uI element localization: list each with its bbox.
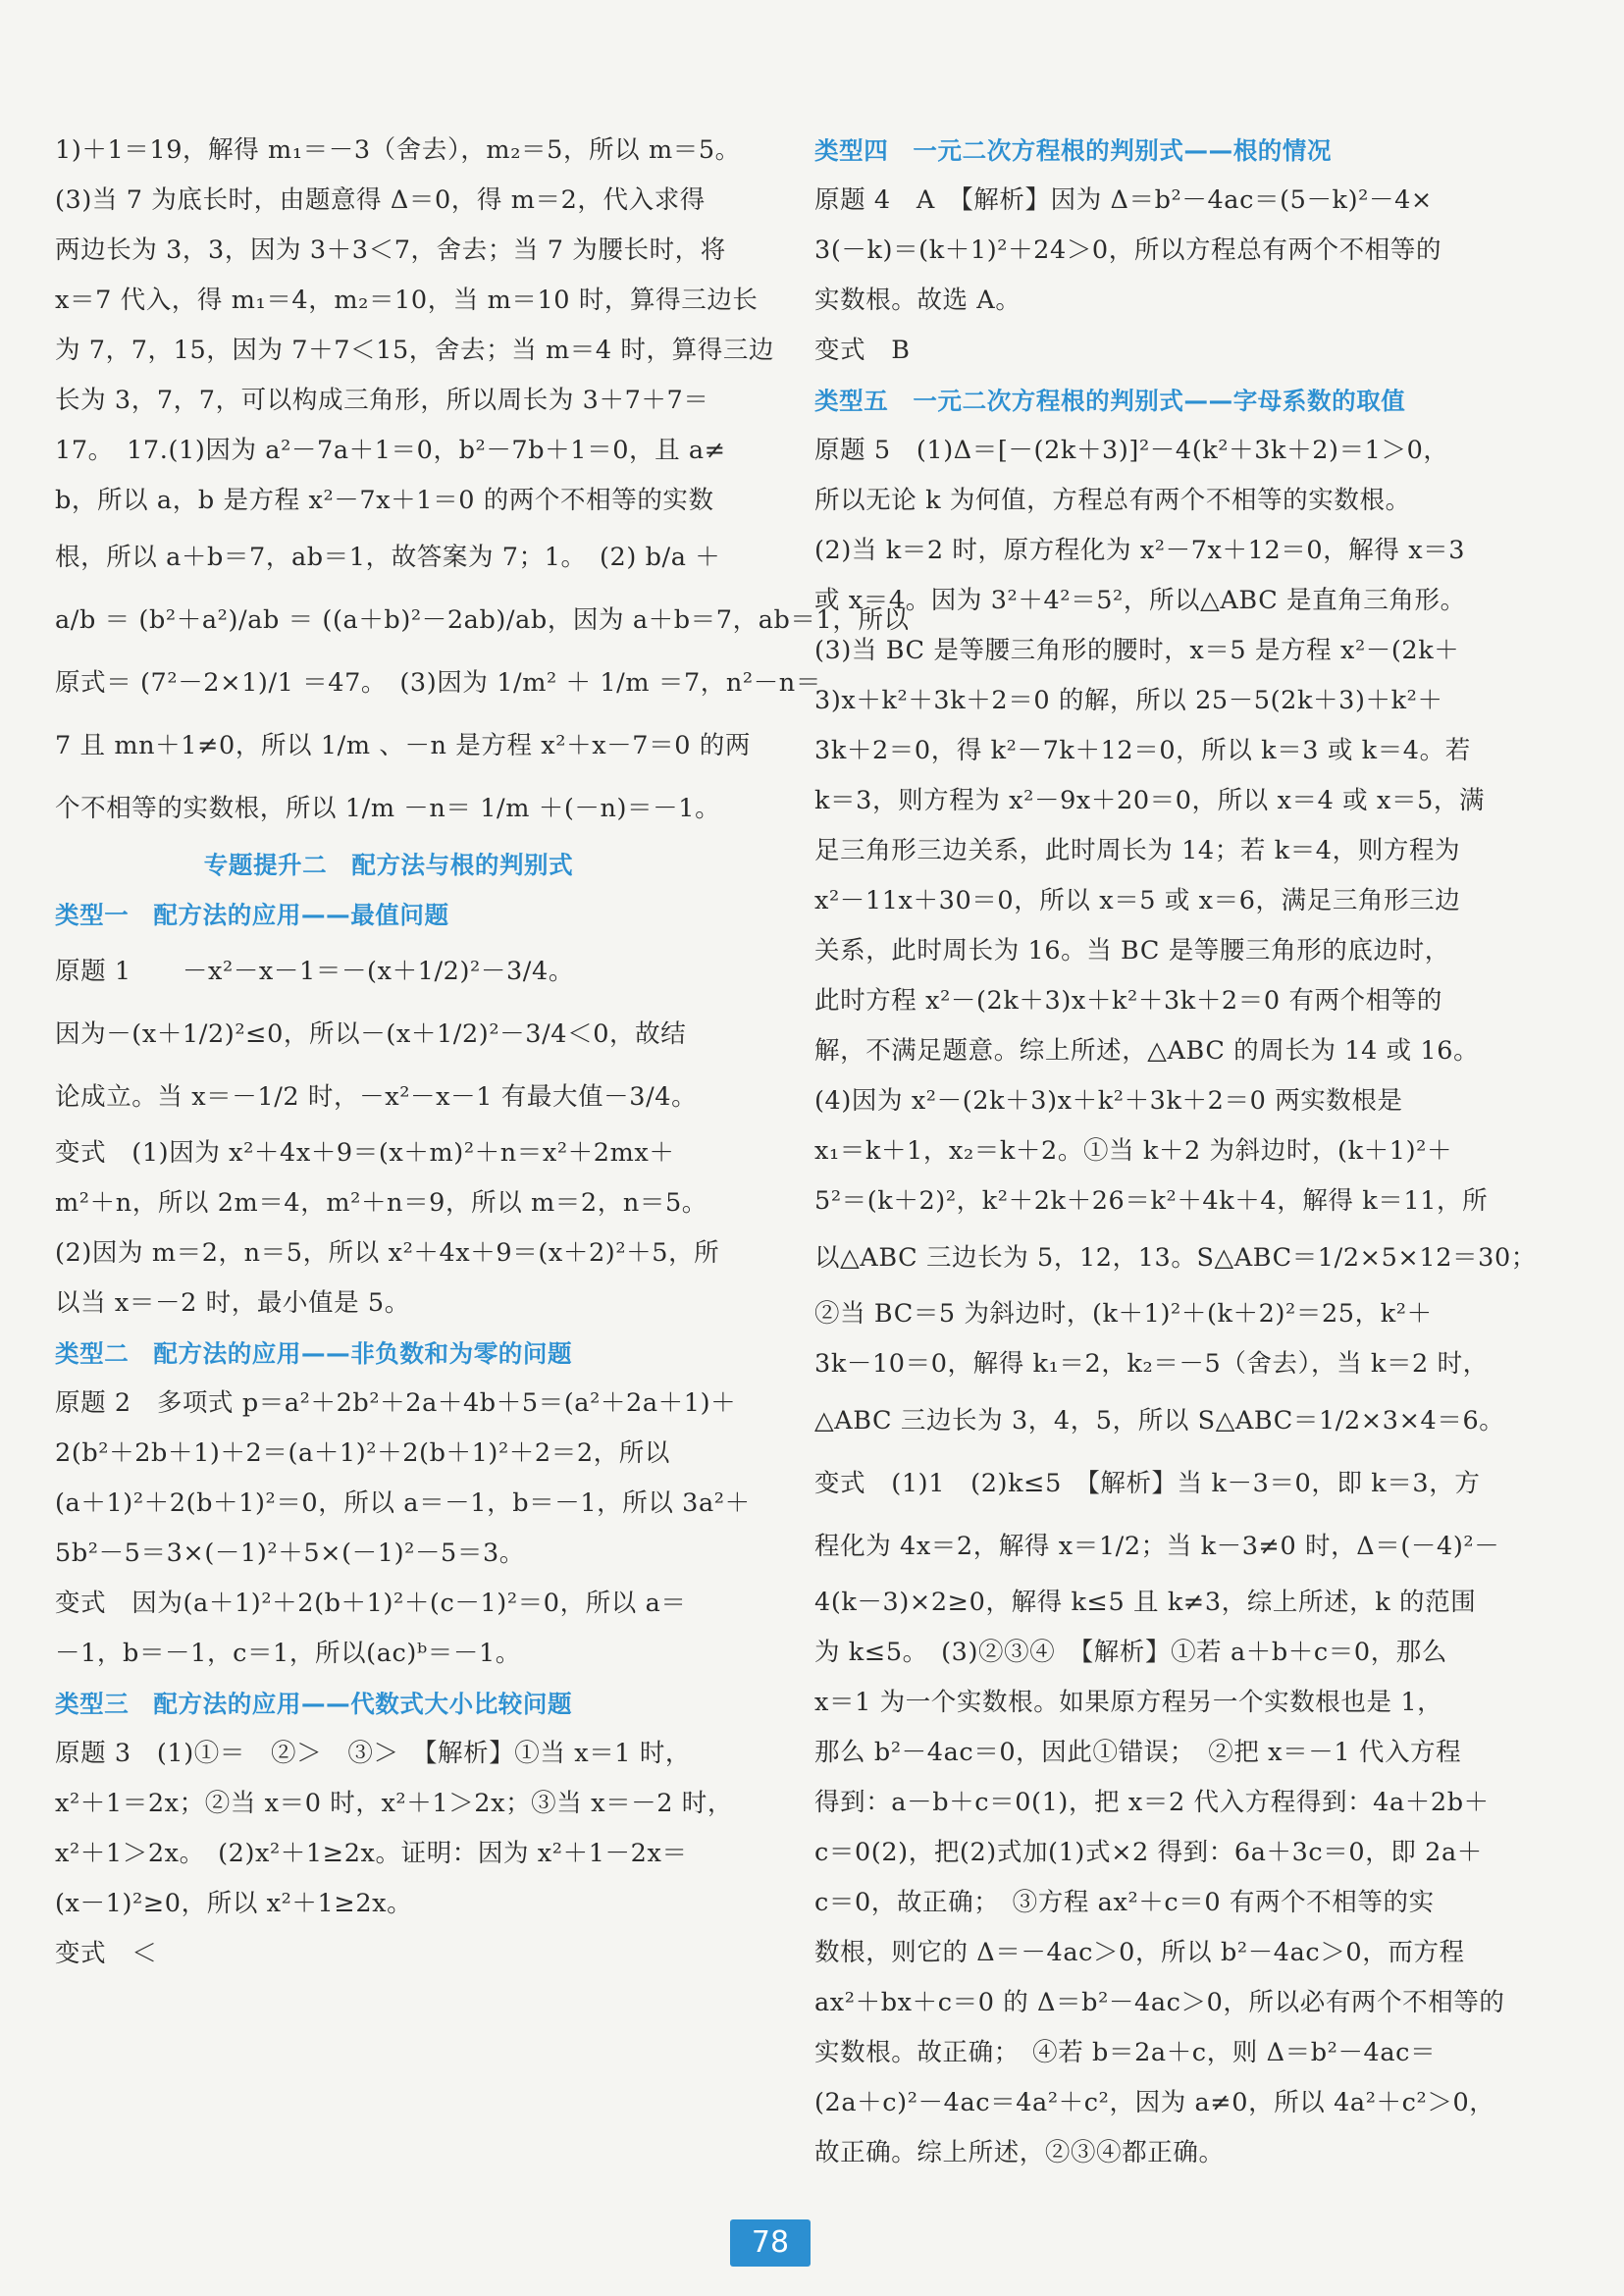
text-line: 关系，此时周长为 16。当 BC 是等腰三角形的底边时， [814,936,1450,965]
text-line: 原题 1 －x²－x－1＝－(x＋1/2)²－3/4。 [55,957,574,986]
text-line: 因为－(x＋1/2)²≤0，所以－(x＋1/2)²－3/4＜0，故结 [55,1019,687,1049]
text-line: x²＋1＞2x。 (2)x²＋1≥2x。证明：因为 x²＋1－2x＝ [55,1839,688,1868]
text-line: 得到：a－b＋c＝0(1)，把 x＝2 代入方程得到：4a＋2b＋ [814,1788,1490,1817]
text-line: x²＋1＝2x；②当 x＝0 时，x²＋1＞2x；③当 x＝－2 时， [55,1789,733,1818]
text-line: x＝1 为一个实数根。如果原方程另一个实数根也是 1， [814,1688,1443,1717]
text-line: 变式 因为(a＋1)²＋2(b＋1)²＋(c－1)²＝0，所以 a＝ [55,1589,687,1618]
text-line: 解，不满足题意。综上所述，△ABC 的周长为 14 或 16。 [814,1036,1480,1066]
text-line: (2)当 k＝2 时，原方程化为 x²－7x＋12＝0，解得 x＝3 [814,536,1466,565]
text-line: 实数根。故正确； ④若 b＝2a＋c，则 Δ＝b²－4ac＝ [814,2038,1437,2067]
text-line: ②当 BC＝5 为斜边时，(k＋1)²＋(k＋2)²＝25，k²＋ [814,1299,1433,1329]
page-number: 78 [730,2219,811,2267]
text-line: 程化为 4x＝2，解得 x＝1/2；当 k－3≠0 时，Δ＝(－4)²－ [814,1532,1500,1561]
text-line: 3k－10＝0，解得 k₁＝2，k₂＝－5（舍去），当 k＝2 时， [814,1349,1489,1379]
text-line: 论成立。当 x＝－1/2 时，－x²－x－1 有最大值－3/4。 [55,1082,698,1112]
text-line: 变式 (1)1 (2)k≤5 【解析】当 k－3＝0，即 k＝3，方 [814,1469,1481,1498]
text-line: 7 且 mn＋1≠0，所以 1/m 、－n 是方程 x²＋x－7＝0 的两 [55,731,751,760]
text-line: 2(b²＋2b＋1)＋2＝(a＋1)²＋2(b＋1)²＋2＝2，所以 [55,1438,670,1468]
section-heading: 类型四 一元二次方程根的判别式——根的情况 [814,136,1333,165]
text-line: 那么 b²－4ac＝0，因此①错误； ②把 x＝－1 代入方程 [814,1738,1462,1767]
text-line: 足三角形三边关系，此时周长为 14；若 k＝4，则方程为 [814,836,1461,865]
text-line: 所以无论 k 为何值，方程总有两个不相等的实数根。 [814,486,1411,515]
text-line: 故正确。综上所述，②③④都正确。 [814,2138,1225,2167]
text-line: 3)x＋k²＋3k＋2＝0 的解，所以 25－5(2k＋3)＋k²＋ [814,686,1443,715]
text-line: 4(k－3)×2≥0，解得 k≤5 且 k≠3，综上所述，k 的范围 [814,1588,1477,1617]
text-line: (x－1)²≥0，所以 x²＋1≥2x。 [55,1889,413,1918]
text-line: (3)当 BC 是等腰三角形的腰时，x＝5 是方程 x²－(2k＋ [814,636,1460,665]
text-line: 原式＝ (7²－2×1)/1 ＝47。 (3)因为 1/m² ＋ 1/m ＝7，n²－n＝ [55,668,821,698]
section-heading: 类型一 配方法的应用——最值问题 [55,901,449,929]
text-line: 17。 17.(1)因为 a²－7a＋1＝0，b²－7b＋1＝0，且 a≠ [55,436,726,465]
text-line: 实数根。故选 A。 [814,286,1022,315]
text-line: 变式 ＜ [55,1939,158,1968]
text-line: 此时方程 x²－(2k＋3)x＋k²＋3k＋2＝0 有两个相等的 [814,986,1442,1016]
text-line: (2)因为 m＝2，n＝5，所以 x²＋4x＋9＝(x＋2)²＋5，所 [55,1238,720,1268]
text-line: 为 k≤5。 (3)②③④ 【解析】①若 a＋b＋c＝0，那么 [814,1638,1448,1667]
text-line: c＝0(2)，把(2)式加(1)式×2 得到：6a＋3c＝0，即 2a＋ [814,1838,1483,1867]
text-line: (a＋1)²＋2(b＋1)²＝0，所以 a＝－1，b＝－1，所以 3a²＋ [55,1488,751,1518]
text-line: 为 7，7，15，因为 7＋7＜15，舍去；当 m＝4 时，算得三边 [55,336,775,365]
section-heading: 类型二 配方法的应用——非负数和为零的问题 [55,1339,573,1368]
text-line: 数根，则它的 Δ＝－4ac＞0，所以 b²－4ac＞0，而方程 [814,1938,1465,1967]
text-line: m²＋n，所以 2m＝4，m²＋n＝9，所以 m＝2，n＝5。 [55,1188,707,1218]
section-heading: 类型三 配方法的应用——代数式大小比较问题 [55,1690,573,1718]
text-line: x＝7 代入，得 m₁＝4，m₂＝10，当 m＝10 时，算得三边长 [55,286,759,315]
text-line: 两边长为 3，3，因为 3＋3＜7，舍去；当 7 为腰长时，将 [55,235,726,265]
text-line: 原题 5 (1)Δ＝[－(2k＋3)]²－4(k²＋3k＋2)＝1＞0， [814,436,1449,465]
text-line: 3k＋2＝0，得 k²－7k＋12＝0，所以 k＝3 或 k＝4。若 [814,736,1471,765]
text-line: 变式 B [814,336,911,365]
section-heading: 专题提升二 配方法与根的判别式 [203,851,574,879]
text-line: 或 x＝4。因为 3²＋4²＝5²，所以△ABC 是直角三角形。 [814,586,1466,615]
text-line: (4)因为 x²－(2k＋3)x＋k²＋3k＋2＝0 两实数根是 [814,1086,1403,1116]
text-line: 原题 2 多项式 p＝a²＋2b²＋2a＋4b＋5＝(a²＋2a＋1)＋ [55,1388,737,1418]
right-column [814,126,1537,2178]
text-line: 根，所以 a＋b＝7，ab＝1，故答案为 7；1。 (2) b/a ＋ [55,543,721,572]
text-line: 5b²－5＝3×(－1)²＋5×(－1)²－5＝3。 [55,1539,525,1568]
text-line: △ABC 三边长为 3，4，5，所以 S△ABC＝1/2×3×4＝6。 [814,1406,1505,1435]
text-line: 个不相等的实数根，所以 1/m －n＝ 1/m ＋(－n)＝－1。 [55,794,721,823]
text-line: k＝3，则方程为 x²－9x＋20＝0，所以 x＝4 或 x＝5，满 [814,786,1486,815]
text-line: －1，b＝－1，c＝1，所以(ac)ᵇ＝－1。 [55,1639,521,1668]
text-line: 5²＝(k＋2)²，k²＋2k＋26＝k²＋4k＋4，解得 k＝11，所 [814,1186,1489,1216]
text-line: 长为 3，7，7，可以构成三角形，所以周长为 3＋7＋7＝ [55,386,709,415]
text-line: 1)＋1＝19，解得 m₁＝－3（舍去），m₂＝5，所以 m＝5。 [55,135,741,165]
text-line: 原题 4 A 【解析】因为 Δ＝b²－4ac＝(5－k)²－4× [814,185,1433,215]
text-line: 以当 x＝－2 时，最小值是 5。 [55,1288,410,1318]
text-line: (2a＋c)²－4ac＝4a²＋c²，因为 a≠0，所以 4a²＋c²＞0， [814,2088,1495,2117]
text-line: x₁＝k＋1，x₂＝k＋2。①当 k＋2 为斜边时，(k＋1)²＋ [814,1136,1453,1166]
text-line: ax²＋bx＋c＝0 的 Δ＝b²－4ac＞0，所以必有两个不相等的 [814,1988,1505,2017]
text-line: a/b ＝ (b²＋a²)/ab ＝ ((a＋b)²－2ab)/ab，因为 a＋b＝7，ab＝1，所以 [55,605,910,635]
section-heading: 类型五 一元二次方程根的判别式——字母系数的取值 [814,387,1406,415]
text-line: 3(－k)＝(k＋1)²＋24＞0，所以方程总有两个不相等的 [814,235,1442,265]
text-line: (3)当 7 为底长时，由题意得 Δ＝0，得 m＝2，代入求得 [55,185,706,215]
text-line: c＝0，故正确； ③方程 ax²＋c＝0 有两个不相等的实 [814,1888,1435,1917]
text-line: b，所以 a，b 是方程 x²－7x＋1＝0 的两个不相等的实数 [55,486,714,515]
text-line: 以△ABC 三边长为 5，12，13。S△ABC＝1/2×5×12＝30； [814,1243,1537,1273]
text-line: 变式 (1)因为 x²＋4x＋9＝(x＋m)²＋n＝x²＋2mx＋ [55,1138,675,1168]
text-line: x²－11x＋30＝0，所以 x＝5 或 x＝6，满足三角形三边 [814,886,1461,915]
text-line: 原题 3 (1)①＝ ②＞ ③＞ 【解析】①当 x＝1 时， [55,1739,692,1768]
